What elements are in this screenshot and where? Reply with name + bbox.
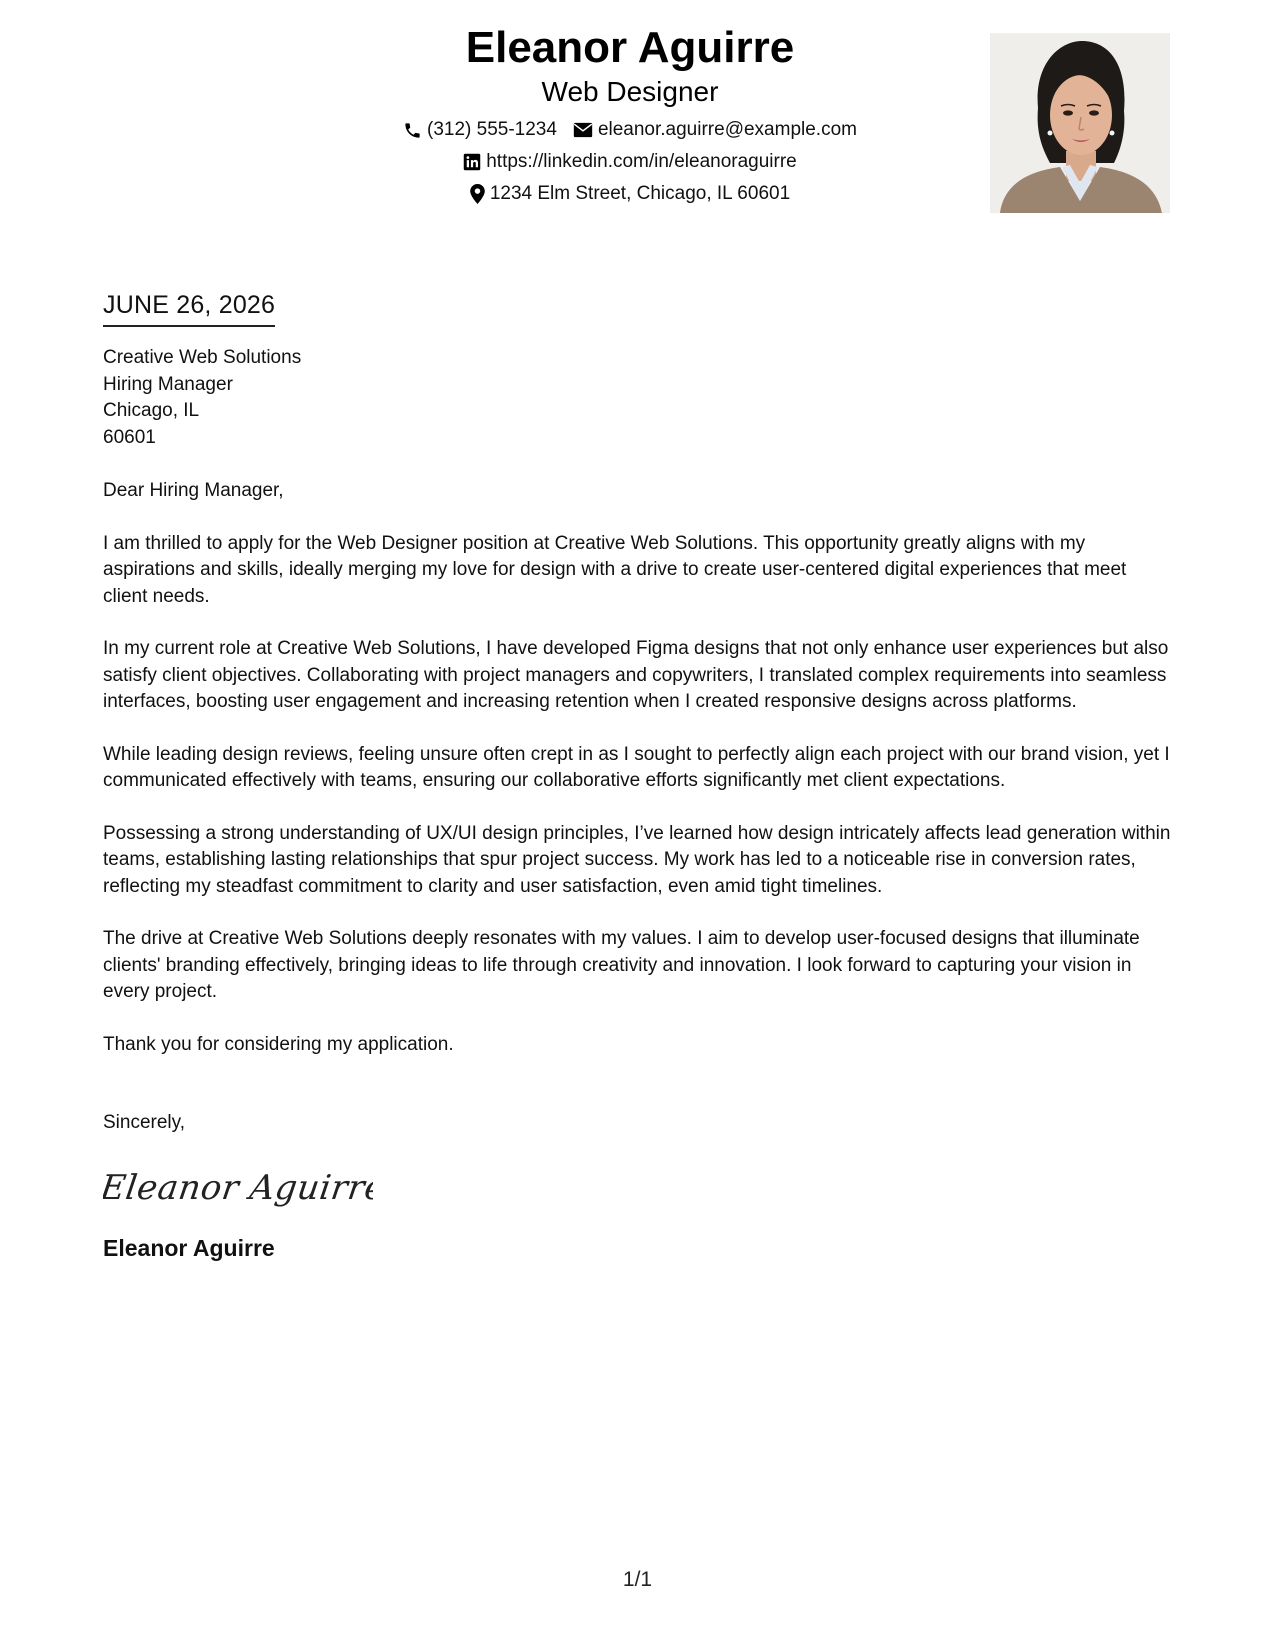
salutation: Dear Hiring Manager, xyxy=(103,480,284,501)
applicant-name: Eleanor Aguirre xyxy=(465,23,795,72)
page-number: 1/1 xyxy=(622,1568,653,1591)
recipient-zip: 60601 xyxy=(103,426,156,448)
header-info xyxy=(330,22,930,210)
letter-body xyxy=(103,288,1173,1263)
contact-email[interactable] xyxy=(573,114,857,146)
paragraph-1: I am thrilled to apply for the Web Designer position at Creative Web Solutions. This opportunity greatly aligns with my aspirations and skills, ideally merging my love for design with a drive to create user-centered digital experiences that meet client needs. xyxy=(103,532,1127,607)
address-text: 1234 Elm Street, Chicago, IL 60601 xyxy=(489,183,791,204)
contact-address xyxy=(470,178,790,210)
phone-icon xyxy=(403,121,422,140)
paragraph-5: The drive at Creative Web Solutions deeply resonates with my values. I aim to develop user-focused designs that illuminate clients' branding effectively, bringing ideas to life through creativity and innovation. I look forward to capturing your vision in every project. xyxy=(103,928,1140,1002)
paragraph-4: Possessing a strong understanding of UX/UI design principles, I’ve learned how design intricately affects lead generation within teams, establishing lasting relationships that spur project success. My work has led to a noticeable rise in conversion rates, reflecting my steadfast commitment to clarity and user satisfaction, even amid tight timelines. xyxy=(103,822,1171,897)
contact-row-phone-email xyxy=(330,114,930,146)
phone-number: (312) 555-1234 xyxy=(427,119,557,140)
linkedin-icon xyxy=(463,153,481,171)
applicant-title: Web Designer xyxy=(541,76,719,107)
letter-header xyxy=(0,0,1275,230)
recipient-company: Creative Web Solutions xyxy=(103,347,302,368)
contact-linkedin[interactable] xyxy=(463,146,797,178)
linkedin-url[interactable]: https://linkedin.com/in/eleanoraguirre xyxy=(486,151,797,172)
handwritten-signature xyxy=(103,1157,373,1217)
paragraph-6: Thank you for considering my application. xyxy=(103,1033,454,1055)
map-marker-icon xyxy=(470,184,485,204)
letter-date: JUNE 26, 2026 xyxy=(103,288,275,327)
paragraph-3: While leading design reviews, feeling unsure often crept in as I sought to perfectly align each project with our brand vision, yet I communicated effectively with teams, ensuring our collaborative efforts significantly met client expectations. xyxy=(103,743,1170,791)
contact-row-address xyxy=(330,178,930,210)
contact-phone xyxy=(403,114,557,146)
recipient-city: Chicago, IL xyxy=(103,400,200,421)
profile-photo xyxy=(990,33,1170,213)
paragraph-2: In my current role at Creative Web Solutions, I have developed Figma designs that not only enhance user experiences but also satisfy client objectives. Collaborating with project managers and copywriters, I translated complex requirements into seamless interfaces, boosting user engagement and increasing retention when I created responsive designs across platforms. xyxy=(103,638,1169,712)
contact-row-linkedin xyxy=(330,146,930,178)
closing: Sincerely, xyxy=(103,1112,186,1133)
recipient-role: Hiring Manager xyxy=(103,373,233,395)
signed-name: Eleanor Aguirre xyxy=(103,1234,275,1261)
recipient-block xyxy=(103,345,1173,451)
email-address[interactable]: eleanor.aguirre@example.com xyxy=(597,119,857,140)
svg-text:Eleanor Aguirre: Eleanor Aguirre xyxy=(103,1167,373,1208)
envelope-icon xyxy=(573,122,593,138)
